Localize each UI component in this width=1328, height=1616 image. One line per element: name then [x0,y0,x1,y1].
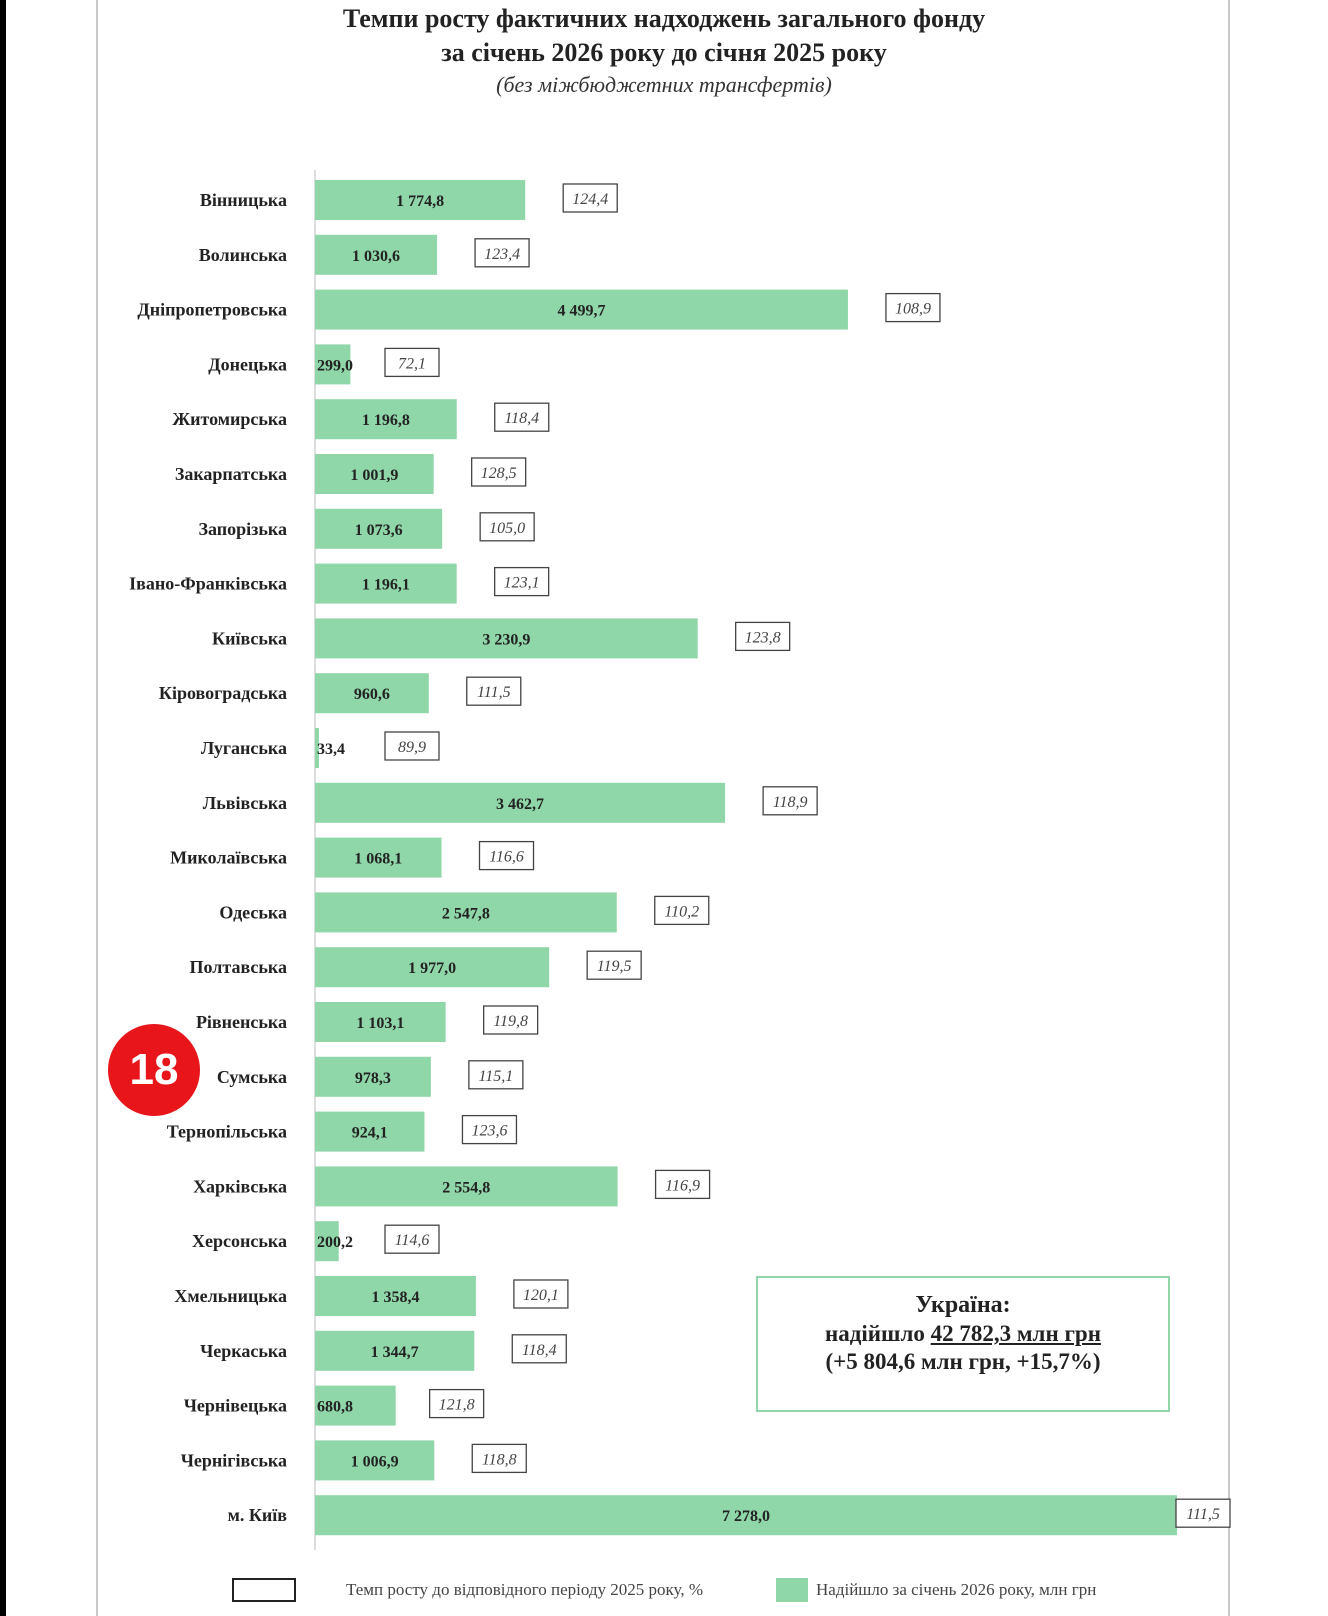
category-label: Полтавська [189,957,287,978]
bar-value-label: 299,0 [317,357,353,375]
growth-rate-label: 124,4 [572,191,609,208]
growth-rate-label: 123,8 [744,629,781,647]
summary-received-line [758,1321,1168,1347]
bar-value-label: 1 073,6 [354,521,403,539]
bar-value-label: 33,4 [317,741,345,758]
bar-value-label: 978,3 [354,1069,391,1087]
category-label: Львівська [202,792,287,813]
category-label: Вінницька [199,190,287,210]
bar-value-label: 3 230,9 [482,631,531,649]
bar-value-label: 4 499,7 [557,302,606,320]
legend-growth-swatch [232,1578,296,1602]
legend-value-label: Надійшло за січень 2026 року, млн грн [816,1580,1097,1599]
growth-rate-label: 116,6 [489,848,524,866]
category-label: Закарпатська [174,464,287,484]
bar-value-label: 1 196,8 [361,412,410,430]
growth-rate-label: 115,1 [478,1067,514,1085]
category-label: Одеська [219,902,287,923]
growth-rate-label: 118,9 [772,793,808,811]
bar-value-label: 960,6 [353,686,390,704]
category-label: Хмельницька [174,1286,287,1306]
legend-growth-label: Темп росту до відповідного періоду 2025 року, % [346,1580,704,1599]
growth-rate-label: 114,6 [394,1232,430,1250]
bar-value-label: 1 006,9 [350,1453,399,1471]
category-label: Рівненська [195,1012,287,1032]
chart-title-line-2: за січень 2026 року до січня 2025 року [441,38,887,67]
category-label: Київська [212,628,287,649]
growth-rate-label: 128,5 [480,465,517,482]
summary-title: Україна: [915,1292,1011,1318]
chart-subtitle: (без міжбюджетних трансфертів) [496,72,832,97]
category-label: Чернігівська [180,1450,287,1471]
bar-value-label: 7 278,0 [722,1508,770,1526]
category-label: Черкаська [200,1340,287,1361]
bar-value-label: 3 462,7 [496,795,545,813]
summary-received-prefix: надійшло [825,1321,925,1346]
bar-value-label: 1 196,1 [361,576,410,594]
category-label: Тернопільська [166,1121,287,1142]
summary-received-amount: 42 782,3 млн грн [930,1321,1101,1346]
bar-value-label: 1 068,1 [354,850,403,868]
growth-rate-label: 105,0 [489,519,526,537]
category-label: Житомирська [172,409,287,430]
growth-rate-label: 89,9 [398,739,426,756]
category-label: Донецька [208,354,287,375]
category-label: Херсонська [192,1231,287,1252]
category-label: Луганська [200,738,287,758]
growth-rate-label: 123,4 [484,245,521,263]
growth-rate-label: 123,1 [503,574,540,592]
growth-rate-label: 72,1 [398,355,426,373]
bar-value-label: 924,1 [351,1124,388,1142]
growth-rate-label: 111,5 [476,684,511,702]
summary-change: (+5 804,6 млн грн, +15,7%) [825,1349,1101,1374]
category-label: Дніпропетровська [137,299,287,320]
bar-value-label: 680,8 [317,1398,353,1416]
growth-rate-label: 119,5 [596,958,632,976]
category-label: м. Київ [227,1505,287,1526]
legend-value-swatch [776,1578,808,1602]
growth-rate-label: 120,1 [522,1287,559,1304]
bar-value-label: 1 774,8 [396,193,445,210]
bar-value-label: 1 344,7 [370,1343,419,1361]
growth-rate-label: 108,9 [894,300,931,318]
bar-value-label: 1 001,9 [350,467,399,484]
bar-value-label: 2 554,8 [442,1179,491,1197]
category-label: Кіровоградська [158,683,287,704]
growth-rate-label: 123,6 [471,1122,508,1140]
growth-rate-label: 118,8 [481,1451,517,1469]
bar-value-label: 1 030,6 [352,247,401,265]
growth-rate-label: 118,4 [504,410,540,428]
bar-value-label: 1 358,4 [371,1289,420,1306]
category-label: Запорізька [198,518,287,539]
category-label: Івано-Франківська [129,573,287,594]
growth-rate-label: 121,8 [438,1396,475,1414]
category-label: Чернівецька [183,1395,287,1416]
category-label: Волинська [198,244,287,265]
bar-value-label: 200,2 [317,1234,353,1252]
chart-title-line-1: Темпи росту фактичних надходжень загального фонду [342,4,986,33]
growth-rate-label: 118,4 [521,1341,557,1359]
ukraine-summary-box [756,1276,1170,1412]
category-label: Харківська [193,1176,287,1197]
growth-rate-label: 110,2 [664,903,700,921]
growth-rate-label: 111,5 [1186,1506,1220,1524]
bar-value-label: 2 547,8 [441,905,490,923]
category-label: Миколаївська [170,847,287,868]
page-number-badge: 18 [108,1024,200,1116]
category-label: Сумська [216,1066,287,1087]
growth-rate-label: 119,8 [493,1013,529,1030]
growth-rate-label: 116,9 [665,1177,700,1195]
bar-value-label: 1 977,0 [408,960,457,978]
bar-value-label: 1 103,1 [356,1015,405,1032]
